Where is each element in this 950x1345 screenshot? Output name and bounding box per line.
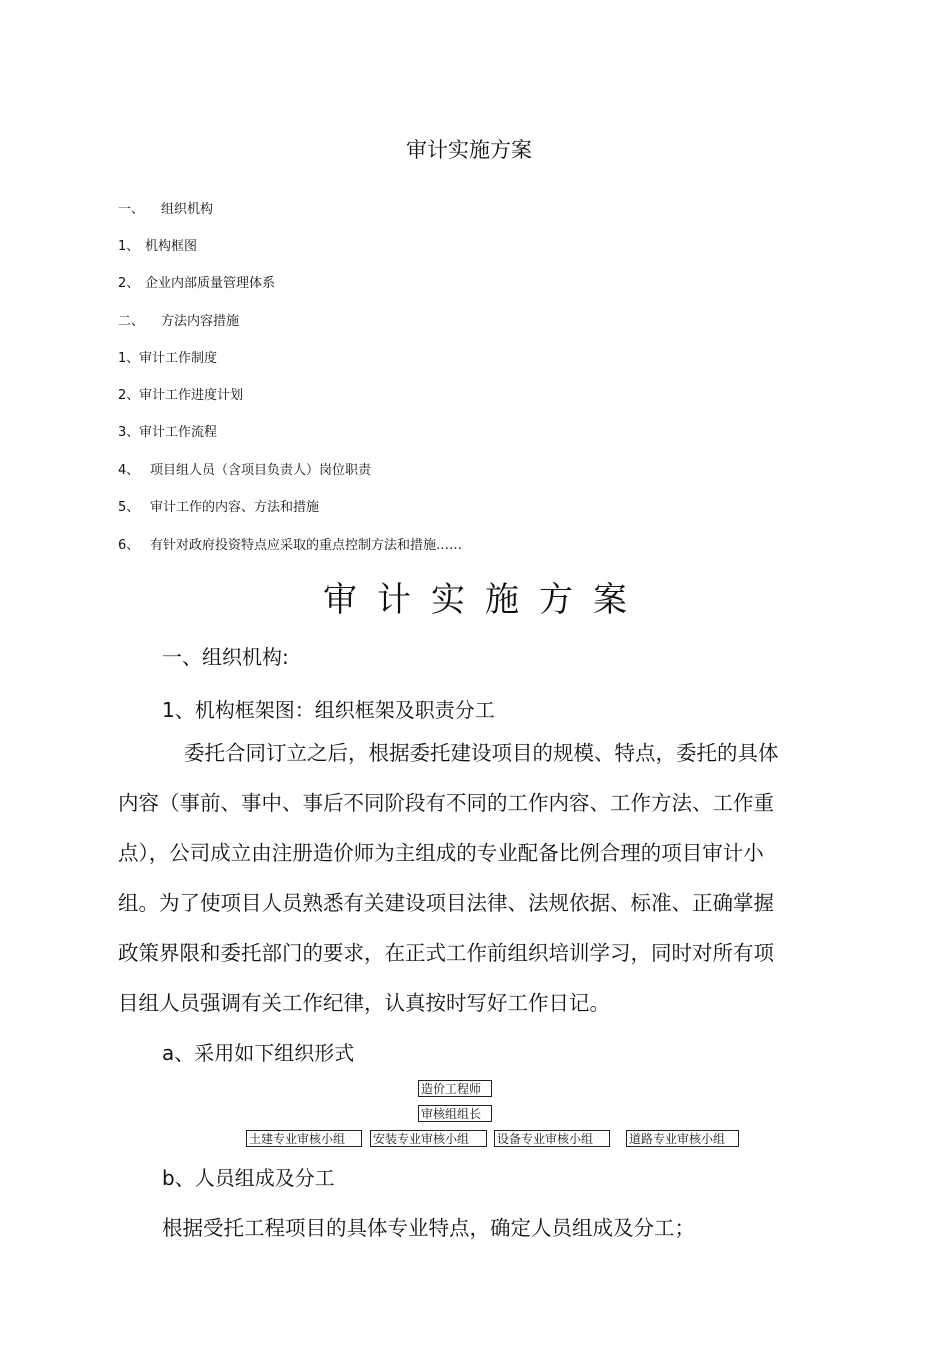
toc-item (118, 387, 538, 405)
paragraph-line: 点），公司成立由注册造价师为主组成的专业配备比例合理的项目审计小 (118, 841, 764, 865)
toc-item (118, 350, 538, 368)
toc-item-number: 2、 (118, 276, 140, 291)
toc-item-text: 项目组人员（含项目负责人）岗位职责 (150, 463, 372, 478)
org-box-middle: 审核组组长 (418, 1105, 492, 1122)
toc-item (118, 537, 538, 555)
toc-item-number: 2、 (118, 388, 140, 403)
toc-item (118, 424, 538, 442)
paragraph-line: 委托合同订立之后，根据委托建设项目的规模、特点，委托的具体 (184, 741, 779, 765)
document-title: 审计实施方案 (323, 580, 647, 620)
toc-item-text: 企业内部质量管理体系 (145, 276, 276, 291)
toc-item-text: 方法内容措施 (161, 314, 240, 329)
toc-item-text: 审计工作进度计划 (139, 388, 244, 403)
toc-item-text: 组织机构 (161, 202, 214, 217)
toc-item (118, 462, 538, 480)
paragraph-line: 目组人员强调有关工作纪律，认真按时写好工作日记。 (118, 991, 610, 1015)
org-box-group: 安装专业审核小组 (370, 1130, 487, 1147)
org-box-top: 造价工程师 (418, 1080, 492, 1097)
paragraph-line: 政策界限和委托部门的要求，在正式工作前组织培训学习，同时对所有项 (118, 941, 774, 965)
subsection-heading: b、人员组成及分工 (162, 1166, 335, 1190)
toc-item-number: 3、 (118, 425, 140, 440)
paragraph-line: 根据受托工程项目的具体专业特点，确定人员组成及分工； (162, 1216, 695, 1240)
toc-item (118, 238, 538, 256)
toc-item-text: 有针对政府投资特点应采取的重点控制方法和措施…… (150, 538, 463, 553)
toc-item-number: 一、 (118, 202, 145, 217)
org-box-group: 设备专业审核小组 (494, 1130, 610, 1147)
toc-item-text: 审计工作流程 (139, 425, 218, 440)
toc-item (118, 499, 538, 517)
toc-item-number: 二、 (118, 314, 145, 329)
subsection-heading: 1、机构框架图：组织框架及职责分工 (162, 698, 495, 722)
org-box-group: 土建专业审核小组 (246, 1130, 362, 1147)
toc-item-number: 5、 (118, 500, 140, 515)
toc-item-number: 1、 (118, 351, 140, 366)
toc-item-number: 6、 (118, 538, 140, 553)
toc-item (118, 201, 538, 219)
paragraph-line: 内容（事前、事中、事后不同阶段有不同的工作内容、工作方法、工作重 (118, 791, 774, 815)
toc-item-number: 1、 (118, 239, 140, 254)
toc-item (118, 313, 538, 331)
toc-title: 审计实施方案 (406, 138, 532, 162)
toc-item-text: 审计工作制度 (139, 351, 218, 366)
section-heading: 一、组织机构: (162, 645, 289, 669)
paragraph-line: 组。为了使项目人员熟悉有关建设项目法律、法规依据、标准、正确掌握 (118, 891, 774, 915)
org-box-group: 道路专业审核小组 (626, 1130, 739, 1147)
toc-item-text: 审计工作的内容、方法和措施 (150, 500, 320, 515)
toc-item-number: 4、 (118, 463, 140, 478)
toc-item (118, 275, 538, 293)
toc-item-text: 机构框图 (145, 239, 198, 254)
subsection-heading: a、采用如下组织形式 (162, 1041, 355, 1065)
